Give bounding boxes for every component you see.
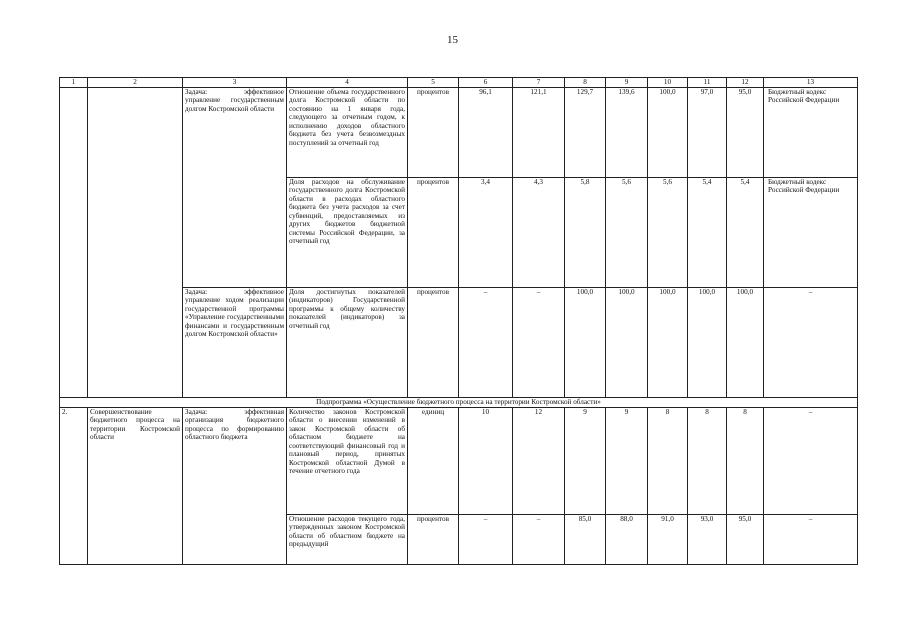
value-cell: 5,4 [688, 178, 727, 288]
value-cell: 85,0 [565, 515, 606, 565]
measure-name-cell [88, 88, 183, 398]
value-cell: 5,4 [727, 178, 764, 288]
value-cell: 9 [606, 408, 648, 515]
unit-cell: процентов [408, 515, 459, 565]
page-number: 15 [447, 34, 458, 46]
subprogram-row [60, 398, 858, 408]
row-number-cell [60, 88, 88, 398]
col-header: 12 [727, 78, 764, 88]
value-cell: 121,1 [513, 88, 565, 178]
value-cell: 100,0 [565, 288, 606, 398]
measure-name-cell: Совершенствование бюджетного процесса на территории Костромской области [88, 408, 183, 565]
value-cell: 3,4 [459, 178, 513, 288]
col-header: 10 [648, 78, 688, 88]
table-row [60, 408, 858, 515]
col-header: 5 [408, 78, 459, 88]
value-cell: 129,7 [565, 88, 606, 178]
source-cell: – [764, 288, 858, 398]
source-cell: Бюджетный кодекс Российской Федерации [764, 178, 858, 288]
col-header: 1 [60, 78, 88, 88]
indicator-cell: Доля расходов на обслуживание государственного долга Костромской области в расходах областного бюджета без учета расходов за счет субвенций, предоставляемых из других бюджетов бюджетной системы Российской Федерации, за отчетный год [287, 178, 408, 288]
value-cell: 95,0 [727, 515, 764, 565]
value-cell: 100,0 [606, 288, 648, 398]
value-cell: 5,6 [648, 178, 688, 288]
value-cell: 97,0 [688, 88, 727, 178]
unit-cell: процентов [408, 288, 459, 398]
value-cell: 93,0 [688, 515, 727, 565]
value-cell: 100,0 [648, 88, 688, 178]
col-header: 8 [565, 78, 606, 88]
unit-cell: единиц [408, 408, 459, 515]
indicator-cell: Отношение расходов текущего года, утвержденных законом Костромской области об областном бюджете на предыдущий [287, 515, 408, 565]
col-header: 9 [606, 78, 648, 88]
value-cell: 91,0 [648, 515, 688, 565]
header-row [60, 78, 858, 88]
value-cell: 100,0 [688, 288, 727, 398]
row-number-cell: 2. [60, 408, 88, 565]
value-cell: 88,0 [606, 515, 648, 565]
value-cell: 100,0 [648, 288, 688, 398]
value-cell: 12 [513, 408, 565, 515]
indicator-cell: Отношение объема государственного долга Костромской области по состоянию на 1 января года, следующего за отчетным годом, к исполнению доходов областного бюджета без учета безвозмездных поступлений за отчетный год [287, 88, 408, 178]
value-cell: 5,8 [565, 178, 606, 288]
table-row [60, 88, 858, 178]
value-cell: 139,6 [606, 88, 648, 178]
value-cell: 8 [648, 408, 688, 515]
value-cell: 8 [727, 408, 764, 515]
value-cell: 5,6 [606, 178, 648, 288]
unit-cell: процентов [408, 178, 459, 288]
col-header: 3 [183, 78, 287, 88]
col-header: 6 [459, 78, 513, 88]
task-cell: Задача: эффективное управление ходом реализации государственной программы «Управление государственными финансами и государственным долгом Костромской области» [183, 288, 287, 398]
value-cell: – [513, 288, 565, 398]
col-header: 2 [88, 78, 183, 88]
task-cell: Задача: эффективная организация бюджетного процесса по формированию областного бюджета [183, 408, 287, 565]
col-header: 13 [764, 78, 858, 88]
col-header: 7 [513, 78, 565, 88]
indicator-cell: Количество законов Костромской области о внесении изменений в закон Костромской области об областном бюджете на соответствующий финансовый год и плановый период, принятых Костромской областной Думой в течение отчетного года [287, 408, 408, 515]
col-header: 4 [287, 78, 408, 88]
value-cell: 9 [565, 408, 606, 515]
value-cell: 95,0 [727, 88, 764, 178]
value-cell: 8 [688, 408, 727, 515]
value-cell: 100,0 [727, 288, 764, 398]
task-cell: Задача: эффективное управление государственным долгом Костромской области [183, 88, 287, 288]
value-cell: – [459, 515, 513, 565]
value-cell: – [513, 515, 565, 565]
source-cell: – [764, 515, 858, 565]
source-cell: – [764, 408, 858, 515]
value-cell: 10 [459, 408, 513, 515]
value-cell: 4,3 [513, 178, 565, 288]
indicators-table [59, 77, 858, 565]
value-cell: 96,1 [459, 88, 513, 178]
col-header: 11 [688, 78, 727, 88]
subprogram-title: Подпрограмма «Осуществление бюджетного процесса на территории Костромской области» [60, 398, 858, 408]
source-cell: Бюджетный кодекс Российской Федерации [764, 88, 858, 178]
indicator-cell: Доля достигнутых показателей (индикаторов) Государственной программы к общему количеству показателей (индикаторов) за отчетный год [287, 288, 408, 398]
value-cell: – [459, 288, 513, 398]
unit-cell: процентов [408, 88, 459, 178]
